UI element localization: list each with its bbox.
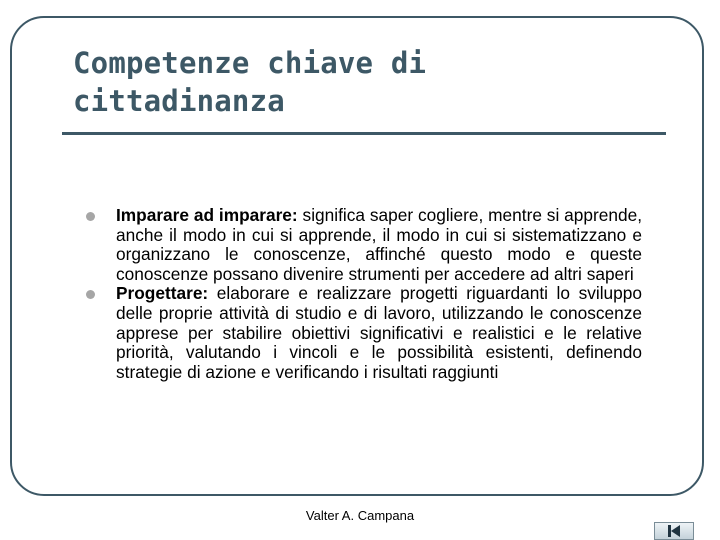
- bullet-item: [84, 206, 642, 284]
- title-divider: [62, 132, 666, 135]
- bullet-list: [84, 206, 642, 382]
- bullet-item: [84, 284, 642, 382]
- bullet-dot-icon: [86, 290, 95, 299]
- bullet-dot-icon: [86, 212, 95, 221]
- first-slide-button[interactable]: [654, 522, 694, 540]
- skip-to-first-icon: [655, 523, 693, 539]
- bullet-term: Progettare:: [116, 283, 209, 304]
- slide-footer: Valter A. Campana: [305, 508, 415, 523]
- bullet-term: Imparare ad imparare:: [116, 205, 298, 225]
- bullet-text: significa saper cogliere, mentre si apprende, anche il modo in cui si apprende, il modo in cui si sistematizzano e organizzano le conoscenze, affinché questo modo e queste conoscenze possano divenire strumenti per accedere ad altri saperi: [116, 205, 642, 284]
- slide-title: Competenze chiave di cittadinanza: [73, 46, 427, 118]
- bullet-text: elaborare e realizzare progetti riguardanti lo sviluppo delle proprie attività di studio e di lavoro, utilizzando le conoscenze apprese per stabilire obiettivi significativi e realistici e le relative priorità, valutando i vincoli e le possibilità esistenti, definendo strategie di azione e verificando i risultati raggiunti: [116, 283, 642, 382]
